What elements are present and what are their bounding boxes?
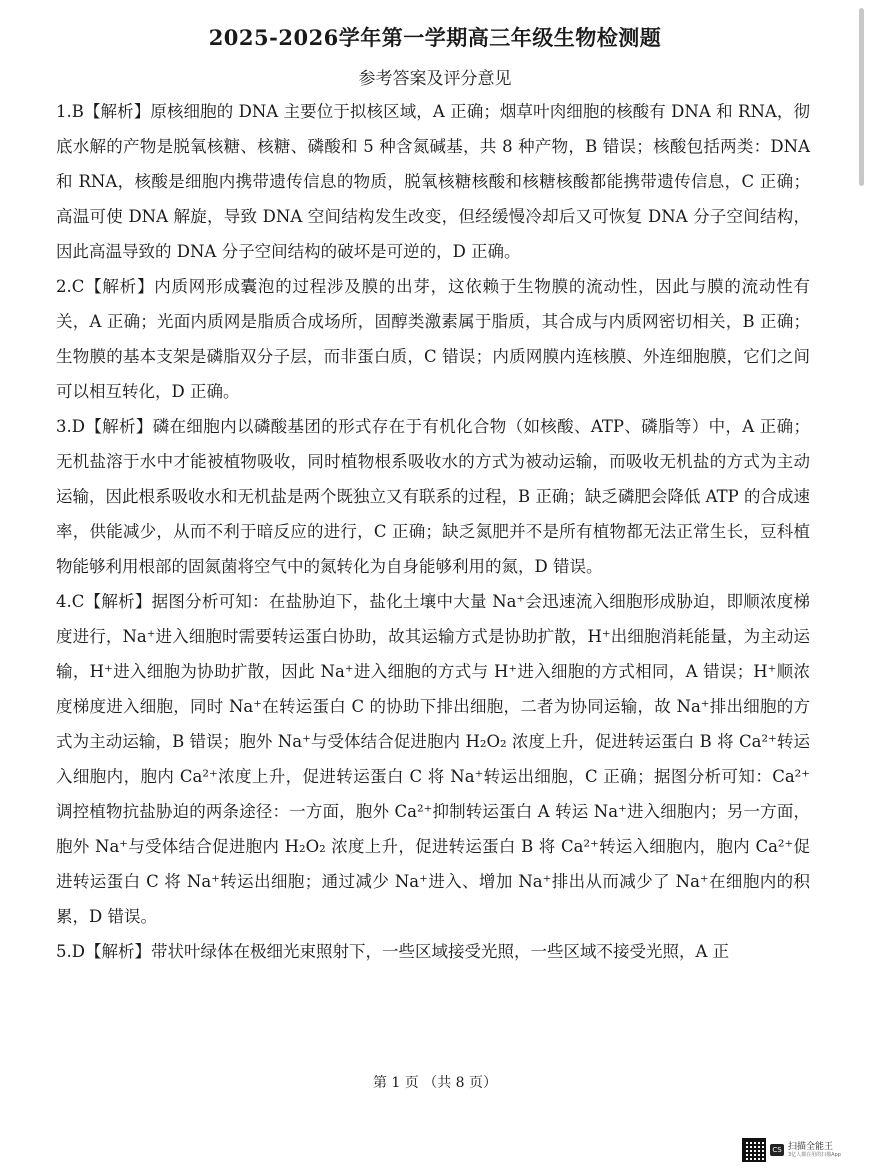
document-subtitle: 参考答案及评分意见 [358,69,512,89]
answer-paragraph-5: 5.D【解析】带状叶绿体在极细光束照射下，一些区域接受光照，一些区域不接受光照，A 正 [56,942,730,961]
answer-content [56,94,810,969]
answer-paragraph-2: 2.C【解析】内质网形成囊泡的过程涉及膜的出芽，这依赖于生物膜的流动性，因此与膜的流动性有关，A 正确；光面内质网是脂质合成场所，固醇类激素属于脂质，其合成与内质网密切相关，B 正确；生物膜的基本支架是磷脂双分子层，而非蛋白质，C 错误；内质网膜内连核膜、外连细胞膜，它们之间可以相互转化，D 正确。 [56,277,810,401]
camscanner-logo-icon: CS [770,1144,784,1156]
qr-code-icon [742,1138,766,1162]
watermark-app-name: 扫描全能王 [788,1141,834,1152]
scanner-watermark [742,1136,860,1164]
answer-paragraph-4: 4.C【解析】据图分析可知：在盐胁迫下，盐化土壤中大量 Na⁺会迅速流入细胞形成胁迫，即顺浓度梯度进行，Na⁺进入细胞时需要转运蛋白协助，故其运输方式是协助扩散，H⁺出细胞消耗能量，为主动运输，H⁺进入细胞为协助扩散，因此 Na⁺进入细胞的方式与 H⁺进入细胞的方式相同，A 错误；H⁺顺浓度梯度进入细胞，同时 Na⁺在转运蛋白 C 的协助下排出细胞，二者为协同运输，故 Na⁺排出细胞的方式为主动运输，B 错误；胞外 Na⁺与受体结合促进胞内 H₂O₂ 浓度上升，促进转运蛋白 B 将 Ca²⁺转运入细胞内，胞内 Ca²⁺浓度上升，促进转运蛋白 C 将 Na⁺转运出细胞，C 正确；据图分析可知：Ca²⁺调控植物抗盐胁迫的两条途径：一方面，胞外 Ca²⁺抑制转运蛋白 A 转运 Na⁺进入细胞内；另一方面，胞外 Na⁺与受体结合促进胞内 H₂O₂ 浓度上升，促进转运蛋白 B 将 Ca²⁺转运入细胞内，胞内 Ca²⁺促进转运蛋白 C 将 Na⁺转运出细胞；通过减少 Na⁺进入、增加 Na⁺排出从而减少了 Na⁺在细胞内的积累，D 错误。 [56,592,810,926]
document-title: 2025-2026学年第一学期高三年级生物检测题 [208,25,662,50]
page-number: 第 1 页 （共 8 页） [372,1075,498,1091]
answer-paragraph-1: 1.B【解析】原核细胞的 DNA 主要位于拟核区域，A 正确；烟草叶肉细胞的核酸有 DNA 和 RNA，彻底水解的产物是脱氧核糖、核糖、磷酸和 5 种含氮碱基，共 8 种产物，B 错误；核酸包括两类：DNA 和 RNA，核酸是细胞内携带遗传信息的物质，脱氧核糖核酸和核糖核酸都能携带遗传信息，C 正确；高温可使 DNA 解旋，导致 DNA 空间结构发生改变，但经缓慢冷却后又可恢复 DNA 分子空间结构，因此高温导致的 DNA 分子空间结构的破坏是可逆的，D 正确。 [56,102,810,261]
watermark-slogan: 3亿人都在用的扫描App [788,1151,841,1158]
answer-paragraph-3: 3.D【解析】磷在细胞内以磷酸基团的形式存在于有机化合物（如核酸、ATP、磷脂等）中，A 正确；无机盐溶于水中才能被植物吸收，同时植物根系吸收水的方式为被动运输，而吸收无机盐的方式为主动运输，因此根系吸收水和无机盐是两个既独立又有联系的过程，B 正确；缺乏磷肥会降低 ATP 的合成速率，供能减少，从而不利于暗反应的进行，C 正确；缺乏氮肥并不是所有植物都无法正常生长，豆科植物能够利用根部的固氮菌将空气中的氮转化为自身能够利用的氮，D 错误。 [56,417,810,576]
watermark-text [788,1142,841,1159]
